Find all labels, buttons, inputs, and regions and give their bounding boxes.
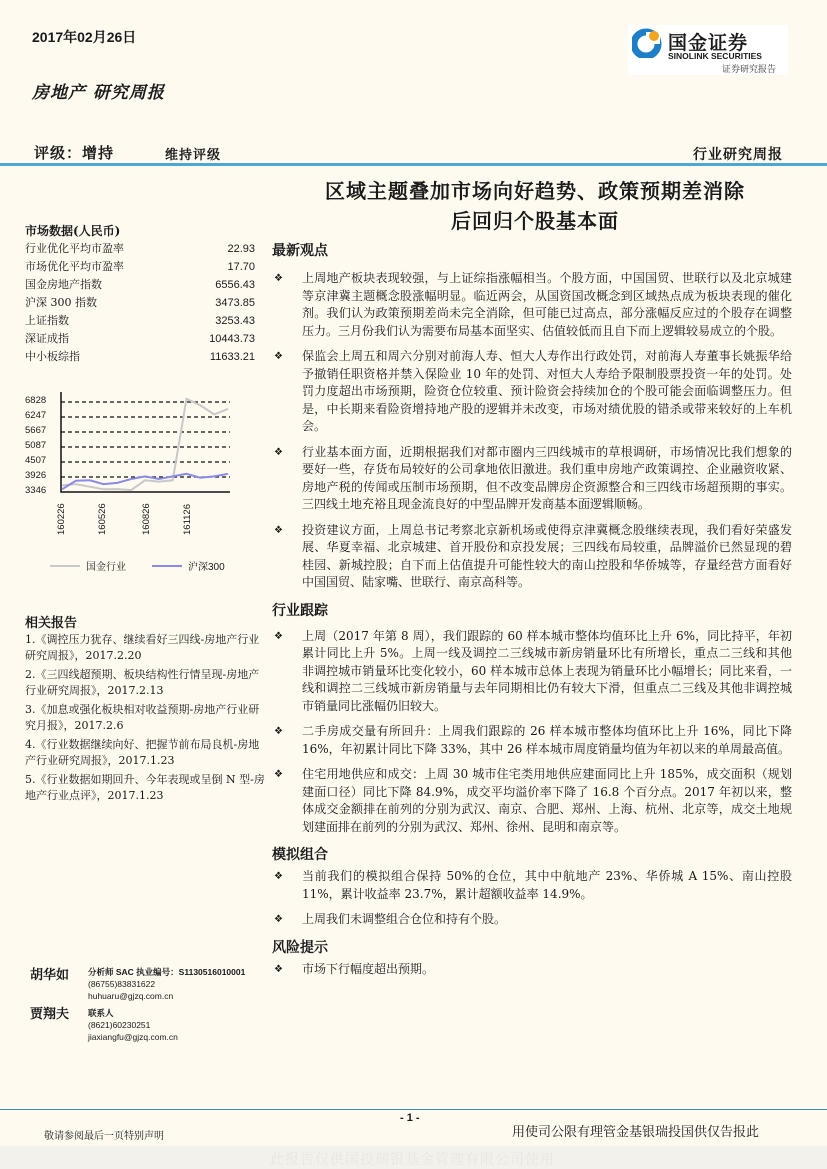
sinolink-logo-icon	[632, 28, 662, 58]
x-tick: 161126	[182, 504, 193, 535]
market-value: 3253.43	[215, 315, 255, 327]
watermark-text: 此报告仅供国投瑞银基金管理有限公司使用	[270, 1152, 555, 1168]
logo-name-en: SINOLINK SECURITIES	[668, 51, 762, 61]
related-report-link[interactable]: 4.《行业数据继续向好、把握节前布局良机-房地产行业研究周报》，2017.1.23	[25, 738, 260, 767]
bullet-icon: ❖	[274, 351, 283, 362]
market-row	[25, 330, 255, 348]
footer-divider	[0, 1109, 827, 1110]
analyst-role: 分析师 SAC 执业编号：S1130516010001	[88, 967, 246, 977]
market-row	[25, 348, 255, 366]
y-tick: 4507	[25, 455, 47, 466]
related-report-link[interactable]: 3.《加息或强化板块相对收益预期-房地产行业研究月报》，2017.2.6	[25, 703, 260, 732]
related-report-link[interactable]: 2.《三四线超预期、板块结构性行情呈现-房地产行业研究周报》，2017.2.13	[25, 668, 260, 697]
market-label: 上证指数	[25, 314, 69, 327]
section-title-latest-views: 最新观点	[272, 243, 328, 259]
x-tick: 160826	[141, 503, 152, 535]
y-tick: 3926	[25, 470, 47, 481]
bullet-icon: ❖	[274, 914, 283, 925]
market-row	[25, 276, 255, 294]
market-value: 3473.85	[215, 297, 255, 309]
related-reports-list	[25, 632, 270, 807]
y-tick: 5087	[25, 440, 47, 451]
bullet-icon: ❖	[274, 769, 283, 780]
market-label: 市场优化平均市盈率	[25, 260, 124, 273]
main-content	[272, 240, 792, 986]
x-tick: 160226	[56, 503, 67, 535]
report-title-line1: 区域主题叠加市场向好趋势、政策预期差消除	[325, 179, 745, 203]
disclaimer-note: 敬请参阅最后一页特别声明	[44, 1131, 164, 1142]
related-report-link[interactable]: 1.《调控压力犹存、继续看好三四线-房地产行业研究周报》，2017.2.20	[25, 633, 260, 662]
market-label: 中小板综指	[25, 350, 80, 363]
analyst-phone: (86755)83831622	[88, 979, 156, 989]
section-title-industry-tracking: 行业跟踪	[272, 602, 328, 619]
market-value: 22.93	[227, 243, 255, 255]
market-row	[25, 312, 255, 330]
chart-plot	[60, 390, 235, 496]
analyst-name: 贾翔夫	[30, 1007, 70, 1022]
market-row	[25, 258, 255, 276]
bullet-item: ❖ 二手房成交量有所回升：上周我们跟踪的 26 样本城市整体均值环比上升 16%，同比下降 16%，年初累计同比下降 33%，其中 26 样本城市周度销量均值为年初以来的单周最高值。	[274, 724, 792, 756]
bullet-icon: ❖	[274, 630, 283, 642]
analyst-email[interactable]: huhuaru@gjzq.com.cn	[88, 991, 174, 1001]
analyst-role: 联系人	[88, 1008, 114, 1018]
y-tick: 6828	[25, 395, 47, 406]
bullet-item: ❖ 上周我们未调整组合仓位和持有个股。	[272, 911, 792, 929]
report-title	[270, 176, 800, 236]
related-reports-title: 相关报告	[25, 616, 78, 631]
logo-subtitle: 证券研究报告	[722, 65, 777, 75]
legend-label: 沪深300	[188, 562, 225, 573]
chart-legend	[50, 558, 225, 573]
bullet-icon: ❖	[274, 524, 283, 536]
page-number: - 1 -	[400, 1112, 420, 1124]
report-title-line2: 后回归个股基本面	[451, 209, 619, 233]
market-value: 11633.21	[209, 351, 255, 363]
bullet-icon: ❖	[274, 726, 283, 737]
bullet-icon: ❖	[274, 963, 283, 975]
footer-license-text: 用使司公限有理管金基银瑞投国供仅告报此	[512, 1125, 760, 1140]
bullet-item: ❖ 投资建议方面，上周总书记考察北京新机场或使得京津冀概念股继续表现，我们看好荣盛发展、华夏幸福、北京城建、首开股份和京投发展；三四线布局较重，品牌溢价已然显现的碧桂园、新城控股；自下而上估值提升可能性较大的南山控股和华侨城等，存量经营方面看好中国国贸、陆家嘴、世联行、南京高科等。	[274, 522, 792, 589]
sector-title: 房地产 研究周报	[32, 83, 165, 103]
market-value: 6556.43	[215, 279, 255, 291]
bullet-item: ❖ 保监会上周五和周六分别对前海人寿、恒大人寿作出行政处罚，对前海人寿董事长姚振华给予撤销任职资格并禁入保险业 10 年的处罚、对恒大人寿给予限制股票投资一年的处罚。处罚力度超出市场预期，险资仓位较重、预计险资会持续加仓的个股可能会面临调整压力。但是，中长期来看险资增持地产股的逻辑并未改变，市场对绩优股的错杀或带来较好的上车机会。	[274, 349, 792, 433]
market-data-title: 市场数据(人民币)	[25, 224, 121, 238]
market-label: 沪深 300 指数	[25, 296, 97, 309]
logo-name-cn: 国金证券	[668, 32, 749, 54]
section-title-risk: 风险提示	[272, 939, 328, 956]
bullet-icon: ❖	[274, 446, 283, 458]
bullet-item: ❖ 当前我们的模拟组合保持 50%的仓位，其中中航地产 23%、华侨城 A 15%、南山控股 11%，累计收益率 23.7%，累计超额收益率 14.9%。	[274, 869, 792, 901]
rating-label: 评级：增持	[34, 144, 115, 162]
report-date: 2017年02月26日	[32, 29, 137, 45]
x-tick: 160526	[97, 503, 108, 535]
bullet-item: ❖ 上周（2017 年第 8 周），我们跟踪的 60 样本城市整体均值环比上升 6%，同比持平，年初累计同比上升 5%。上周一线及调控二三线城市新房销量环比有所增长，重点二三线和其他非调控城市销量环比变化较小，60 样本城市总体上表现为销量环比小幅增长；同比来看，一线和调控二三线城市新房销量与去年同期相比仍有较大下滑，但重点二三线及其他非调控城市销量同比涨幅仍旧较大。	[274, 628, 792, 713]
bullet-icon: ❖	[274, 273, 283, 284]
analyst-name: 胡华如	[30, 968, 70, 983]
legend-label: 国金行业	[86, 562, 126, 573]
index-chart	[20, 390, 250, 580]
header-divider	[0, 163, 827, 166]
analyst-phone: (8621)60230251	[88, 1020, 151, 1030]
bullet-item: ❖ 市场下行幅度超出预期。	[272, 961, 792, 979]
market-label: 行业优化平均市盈率	[25, 242, 124, 255]
rating-action: 维持评级	[165, 148, 222, 163]
market-value: 10443.73	[209, 333, 255, 345]
market-label: 深证成指	[25, 332, 69, 345]
bullet-item: ❖ 住宅用地供应和成交：上周 30 城市住宅类用地供应建面同比上升 185%，成交面积（规划建面口径）同比下降 84.9%，成交平均溢价率下降了 16.8 个百分点。2017 年初以来，整体成交金额排在前列的分别为武汉、南京、合肥、郑州、上海、杭州、北京等，成交土地规划建面排在前列的分别为武汉、郑州、徐州、昆明和南京等。	[274, 767, 792, 834]
legend-swatch-blue	[152, 565, 182, 567]
related-report-link[interactable]: 5.《行业数据如期回升、今年表现或呈倒 N 型-房地产行业点评》，2017.1.23	[25, 773, 265, 802]
analyst-info	[88, 1007, 178, 1043]
analyst-info	[88, 966, 245, 1002]
y-tick: 6247	[25, 410, 47, 421]
y-tick: 3346	[25, 485, 47, 496]
analyst-email[interactable]: jiaxiangfu@gjzq.com.cn	[88, 1032, 178, 1042]
bullet-item: ❖ 行业基本面方面，近期根据我们对都市圈内三四线城市的草根调研，市场情况比我们想象的要好一些，存货布局较好的公司拿地依旧激进。我们重申房地产政策调控、企业融资收紧、房地产税的传闻或压制市场预期，但不改变品牌房企资源整合和三四线市场超预期的事实。三四线土地充裕且现金流良好的中型品牌开发商基本面逻辑顺畅。	[274, 444, 792, 511]
bullet-icon: ❖	[274, 871, 283, 882]
market-row	[25, 294, 255, 312]
market-row	[25, 240, 255, 258]
market-label: 国金房地产指数	[25, 278, 102, 291]
market-data-table	[25, 240, 255, 366]
y-tick: 5667	[25, 425, 47, 436]
market-value: 17.70	[227, 261, 255, 273]
legend-swatch-gray	[50, 565, 80, 567]
report-type: 行业研究周报	[693, 147, 783, 163]
bullet-item: ❖ 上周地产板块表现较强，与上证综指涨幅相当。个股方面，中国国贸、世联行以及北京城建等京津冀主题概念股涨幅明显。临近两会，从国资国改概念到区域热点成为板块表现的催化剂。我们认为政策预期差尚未完全消除，但可能已过高点，部分涨幅反应过的个股存在调整压力。三月份我们认为需要布局基本面坚实、估值较低而且自下而上逻辑较易成立的个股。	[274, 271, 792, 338]
section-title-model-portfolio: 模拟组合	[272, 847, 328, 863]
